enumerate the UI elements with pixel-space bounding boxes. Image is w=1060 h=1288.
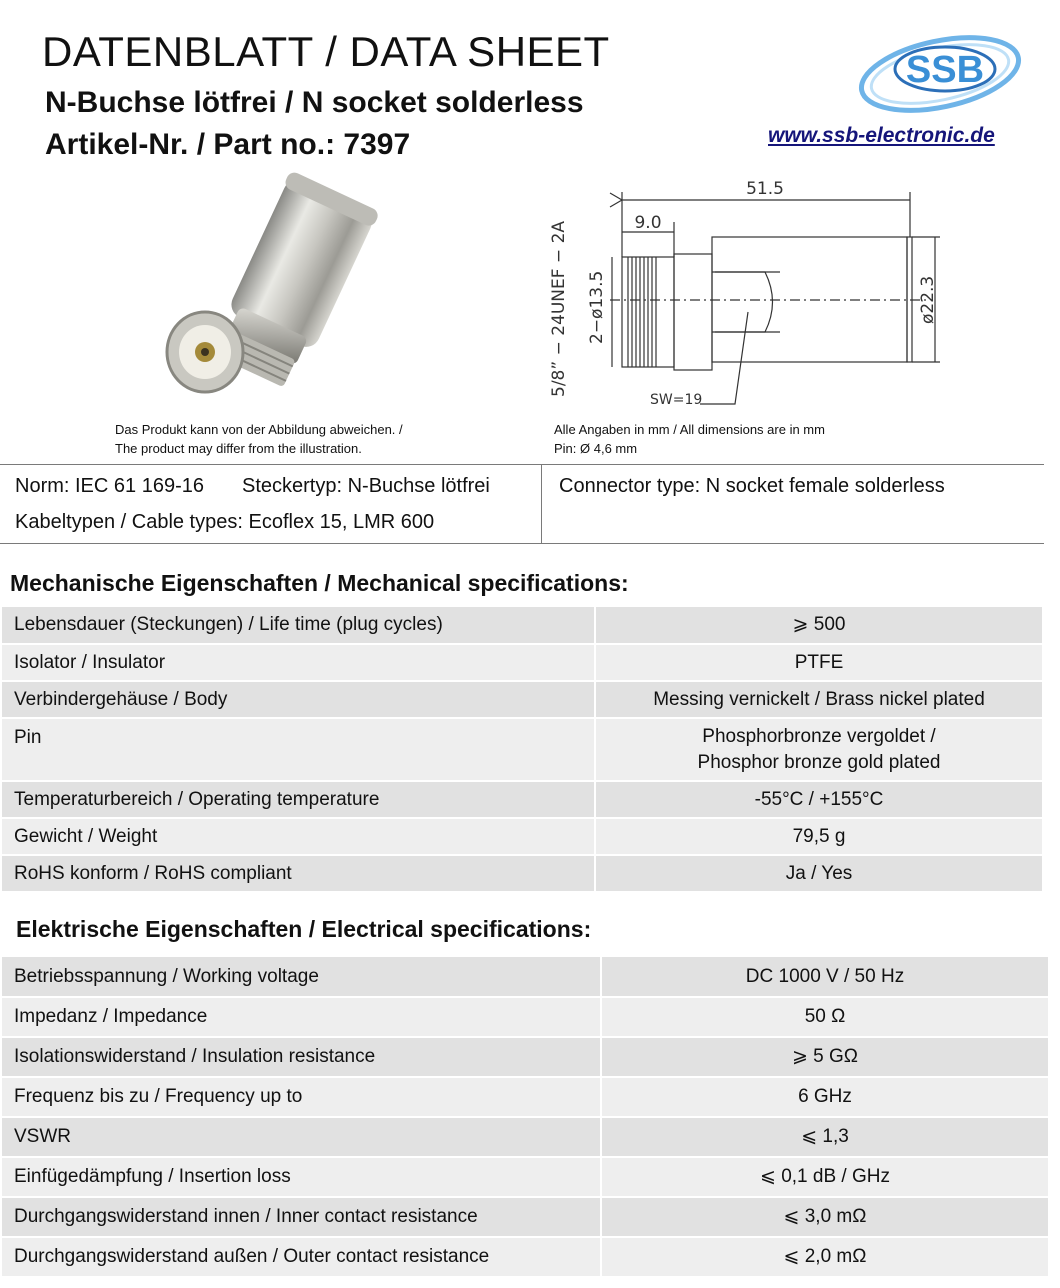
svg-text:51.5: 51.5 <box>746 179 784 199</box>
spec-label: Isolator / Insulator <box>2 644 595 681</box>
website-link[interactable]: www.ssb-electronic.de <box>768 124 995 147</box>
table-row <box>2 644 1042 681</box>
svg-text:ø22.3: ø22.3 <box>918 275 938 324</box>
photo-caption: Das Produkt kann von der Abbildung abweichen. / The product may differ from the illustration. <box>115 422 403 456</box>
svg-text:5/8” − 24UNEF − 2A: 5/8” − 24UNEF − 2A <box>549 220 569 397</box>
technical-drawing <box>540 172 960 412</box>
ssb-logo <box>855 22 1030 122</box>
spec-label: RoHS konform / RoHS compliant <box>2 855 595 892</box>
spec-value: -55°C / +155°C <box>595 781 1042 818</box>
svg-text:SSB: SSB <box>905 49 985 91</box>
table-row <box>2 1117 1048 1157</box>
spec-value: ⩾ 500 <box>595 607 1042 644</box>
document-title: DATENBLATT / DATA SHEET <box>42 28 610 75</box>
plug-type: Steckertyp: N-Buchse lötfrei <box>242 475 490 497</box>
drawing-caption: Alle Angaben in mm / All dimensions are in mm Pin: Ø 4,6 mm <box>554 422 825 456</box>
spec-value: ⩾ 5 GΩ <box>601 1037 1048 1077</box>
divider-vertical <box>541 464 542 544</box>
electrical-table <box>2 957 1048 1278</box>
table-row <box>2 1157 1048 1197</box>
spec-label: Lebensdauer (Steckungen) / Life time (plug cycles) <box>2 607 595 644</box>
spec-label: Betriebsspannung / Working voltage <box>2 957 601 997</box>
spec-value: ⩽ 3,0 mΩ <box>601 1197 1048 1237</box>
spec-label: Durchgangswiderstand außen / Outer contact resistance <box>2 1237 601 1277</box>
spec-label: Durchgangswiderstand innen / Inner contact resistance <box>2 1197 601 1237</box>
table-row <box>2 1077 1048 1117</box>
table-row <box>2 718 1042 781</box>
divider-top <box>0 464 1044 465</box>
divider-bottom <box>0 543 1044 544</box>
part-number: Artikel-Nr. / Part no.: 7397 <box>45 128 411 161</box>
table-row <box>2 855 1042 892</box>
spec-value: ⩽ 0,1 dB / GHz <box>601 1157 1048 1197</box>
cable-types: Kabeltypen / Cable types: Ecoflex 15, LMR 600 <box>15 511 435 533</box>
norm: Norm: IEC 61 169-16 <box>15 475 204 497</box>
electrical-heading: Elektrische Eigenschaften / Electrical specifications: <box>16 916 592 942</box>
product-name: N-Buchse lötfrei / N socket solderless <box>45 86 584 119</box>
spec-label: Pin <box>2 718 595 781</box>
spec-value: DC 1000 V / 50 Hz <box>601 957 1048 997</box>
connector-type: Connector type: N socket female solderless <box>559 475 945 497</box>
spec-value: Phosphorbronze vergoldet / Phosphor bronze gold plated <box>595 718 1042 781</box>
spec-label: Frequenz bis zu / Frequency up to <box>2 1077 601 1117</box>
mechanical-heading: Mechanische Eigenschaften / Mechanical specifications: <box>10 570 629 596</box>
spec-label: Temperaturbereich / Operating temperature <box>2 781 595 818</box>
spec-label: Einfügedämpfung / Insertion loss <box>2 1157 601 1197</box>
spec-value: Ja / Yes <box>595 855 1042 892</box>
spec-label: Gewicht / Weight <box>2 818 595 855</box>
spec-label: VSWR <box>2 1117 601 1157</box>
svg-text:SW=19: SW=19 <box>650 392 703 408</box>
table-row <box>2 781 1042 818</box>
spec-value: 50 Ω <box>601 997 1048 1037</box>
mechanical-table <box>2 607 1042 893</box>
table-row <box>2 818 1042 855</box>
spec-value: PTFE <box>595 644 1042 681</box>
table-row <box>2 997 1048 1037</box>
spec-value: ⩽ 1,3 <box>601 1117 1048 1157</box>
spec-value: 79,5 g <box>595 818 1042 855</box>
spec-value: Messing vernickelt / Brass nickel plated <box>595 681 1042 718</box>
table-row <box>2 1197 1048 1237</box>
table-row <box>2 1037 1048 1077</box>
svg-text:9.0: 9.0 <box>634 213 662 233</box>
table-row <box>2 607 1042 644</box>
table-row <box>2 681 1042 718</box>
spec-label: Verbindergehäuse / Body <box>2 681 595 718</box>
svg-text:2−ø13.5: 2−ø13.5 <box>587 270 607 344</box>
table-row <box>2 1237 1048 1277</box>
table-row <box>2 957 1048 997</box>
spec-value: ⩽ 2,0 mΩ <box>601 1237 1048 1277</box>
product-photo <box>150 172 410 412</box>
spec-value: 6 GHz <box>601 1077 1048 1117</box>
spec-label: Impedanz / Impedance <box>2 997 601 1037</box>
spec-label: Isolationswiderstand / Insulation resistance <box>2 1037 601 1077</box>
